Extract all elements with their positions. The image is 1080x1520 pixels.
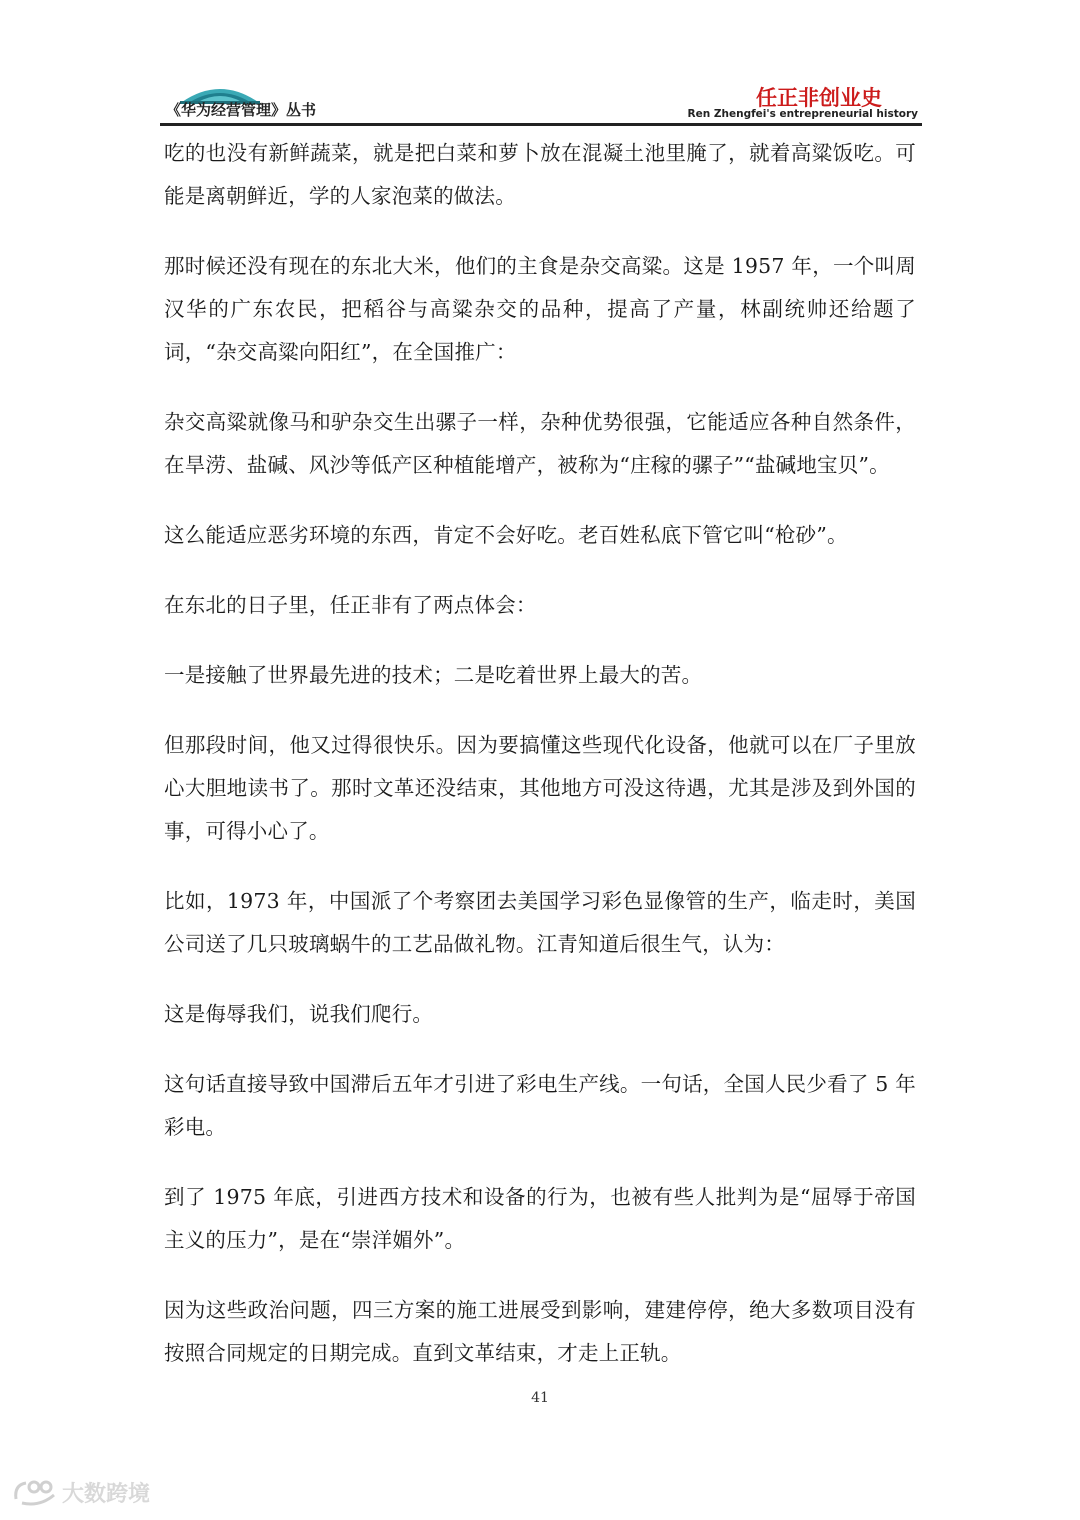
book-subtitle: Ren Zhengfei's entrepreneurial history	[687, 108, 918, 120]
paragraph: 这么能适应恶劣环境的东西，肯定不会好吃。老百姓私底下管它叫“枪砂”。	[164, 523, 848, 547]
series-title: 《华为经营管理》丛书	[166, 101, 317, 119]
header-divider	[160, 123, 922, 126]
paragraph: 吃的也没有新鲜蔬菜，就是把白菜和萝卜放在混凝土池里腌了，就着高粱饭吃。可能是离朝鲜近，学的人家泡菜的做法。	[164, 141, 916, 208]
paragraph: 这是侮辱我们，说我们爬行。	[164, 1002, 434, 1026]
paragraph: 因为这些政治问题，四三方案的施工进展受到影响，建建停停，绝大多数项目没有按照合同规定的日期完成。直到文革结束，才走上正轨。	[164, 1298, 916, 1365]
paragraph: 到了 1975 年底，引进西方技术和设备的行为，也被有些人批判为是“屈辱于帝国主义的压力”，是在“崇洋媚外”。	[164, 1185, 916, 1252]
paragraph: 杂交高粱就像马和驴杂交生出骡子一样，杂种优势很强，它能适应各种自然条件，在旱涝、盐碱、风沙等低产区种植能增产，被称为“庄稼的骡子”“盐碱地宝贝”。	[164, 410, 916, 477]
paragraph: 那时候还没有现在的东北大米，他们的主食是杂交高粱。这是 1957 年，一个叫周汉华的广东农民，把稻谷与高粱杂交的品种，提高了产量，林副统帅还给题了词，“杂交高粱向阳红”，在全国推广：	[164, 254, 916, 364]
paragraph: 但那段时间，他又过得很快乐。因为要搞懂这些现代化设备，他就可以在厂子里放心大胆地读书了。那时文革还没结束，其他地方可没这待遇，尤其是涉及到外国的事，可得小心了。	[164, 733, 916, 843]
page-header	[160, 72, 922, 124]
watermark-logo-icon	[10, 1477, 60, 1507]
paragraph: 这句话直接导致中国滞后五年才引进了彩电生产线。一句话，全国人民少看了 5 年彩电。	[164, 1072, 916, 1139]
paragraph: 比如，1973 年，中国派了个考察团去美国学习彩色显像管的生产，临走时，美国公司送了几只玻璃蜗牛的工艺品做礼物。江青知道后很生气，认为：	[164, 889, 916, 956]
page-body	[164, 132, 916, 1402]
paragraph: 在东北的日子里，任正非有了两点体会：	[164, 593, 537, 617]
watermark-text: 大数跨境	[62, 1481, 151, 1507]
paragraph: 一是接触了世界最先进的技术；二是吃着世界上最大的苦。	[164, 663, 703, 687]
watermark	[10, 1476, 150, 1508]
book-title: 任正非创业史	[756, 86, 882, 110]
page-number: 41	[531, 1390, 549, 1406]
